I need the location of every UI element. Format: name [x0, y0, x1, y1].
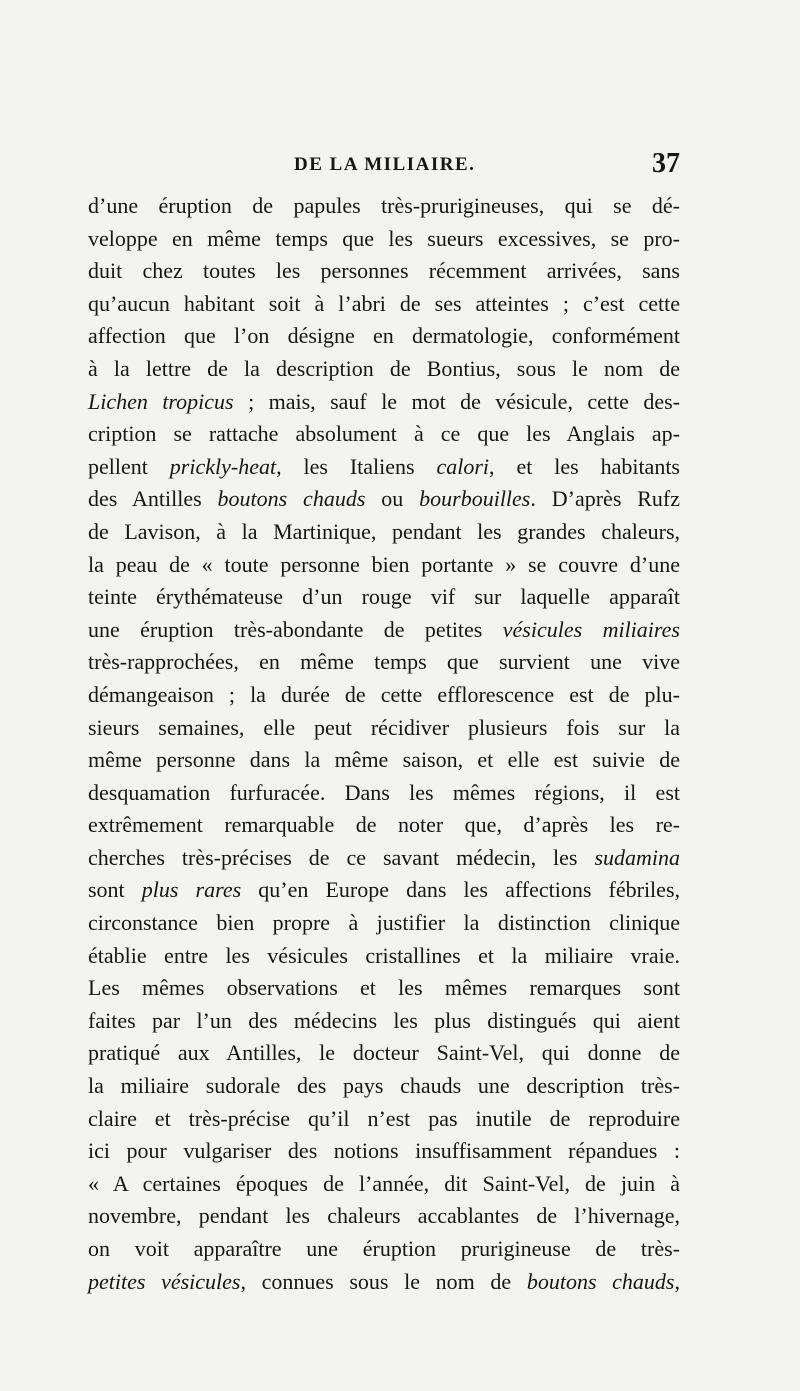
italic-text: plus rares — [141, 877, 242, 903]
text-line — [88, 255, 680, 288]
text-line — [88, 451, 680, 484]
text-segment: , — [674, 1268, 680, 1294]
text-segment: teinte érythémateuse d’un rouge vif sur laquelle apparaît — [88, 584, 680, 610]
text-segment: d’une éruption de papules très-prurigineuses, qui se dé- — [88, 193, 680, 218]
text-segment: faites par l’un des médecins les plus distingués qui aient — [88, 1007, 680, 1033]
body-text — [88, 190, 680, 1298]
page-header — [88, 148, 680, 188]
text-line — [88, 418, 680, 451]
text-segment: on voit apparaître une éruption prurigineuse de très- — [88, 1236, 680, 1261]
text-line — [88, 483, 680, 516]
italic-text: calori — [436, 453, 490, 479]
text-line — [88, 1103, 680, 1136]
text-line — [88, 190, 680, 223]
text-segment: des Antilles — [88, 486, 218, 512]
text-line — [88, 1135, 680, 1168]
text-line — [88, 777, 680, 810]
text-segment: Les mêmes observations et les mêmes remarques sont — [88, 975, 680, 1001]
text-segment: la miliaire sudorale des pays chauds une description très- — [88, 1073, 680, 1099]
text-line — [88, 907, 680, 940]
text-segment: même personne dans la même saison, et elle est suivie de — [88, 747, 680, 773]
text-line — [88, 1037, 680, 1070]
italic-text: boutons chauds — [217, 486, 366, 512]
text-segment: de Lavison, à la Martinique, pendant les grandes chaleurs, — [88, 518, 680, 544]
text-line — [88, 1200, 680, 1233]
text-segment: desquamation furfuracée. Dans les mêmes régions, il est — [88, 779, 680, 805]
text-segment: affection que l’on désigne en dermatologie, conformément — [88, 323, 680, 349]
text-line — [88, 646, 680, 679]
text-segment: cription se rattache absolument à ce que les Anglais ap- — [88, 421, 680, 447]
text-line — [88, 353, 680, 386]
text-segment: extrêmement remarquable de noter que, d’après les re- — [88, 812, 680, 838]
italic-text: bourbouilles — [419, 486, 531, 512]
text-segment: qu’en Europe dans les affections fébriles, — [241, 877, 680, 903]
text-segment: ; mais, sauf le mot de vésicule, cette des- — [233, 388, 680, 414]
text-line — [88, 940, 680, 973]
italic-text: boutons chauds — [526, 1268, 675, 1294]
text-segment: ici pour vulgariser des notions insuffisamment répandues : — [88, 1138, 680, 1164]
text-segment: la peau de « toute personne bien portante » se couvre d’une — [88, 551, 680, 577]
text-line — [88, 842, 680, 875]
text-segment: ou — [365, 486, 420, 512]
text-line — [88, 1266, 680, 1299]
page-number: 37 — [652, 148, 680, 179]
italic-text: Lichen tropicus — [88, 388, 234, 414]
text-segment: sieurs semaines, elle peut récidiver plusieurs fois sur la — [88, 714, 680, 740]
text-segment: cherches très-précises de ce savant médecin, les — [88, 844, 595, 870]
text-line — [88, 1168, 680, 1201]
italic-text: prickly-heat — [169, 453, 277, 479]
text-line — [88, 223, 680, 256]
text-line — [88, 1005, 680, 1038]
text-line — [88, 1070, 680, 1103]
text-segment: qu’aucun habitant soit à l’abri de ses atteintes ; c’est cette — [88, 290, 680, 316]
text-segment: pellent — [88, 453, 170, 479]
text-segment: , les Italiens — [276, 453, 437, 479]
text-segment: démangeaison ; la durée de cette efflorescence est de plu- — [88, 681, 680, 707]
text-segment: très-rapprochées, en même temps que survient une vive — [88, 649, 680, 675]
running-title: DE LA MILIAIRE. — [294, 154, 476, 175]
text-segment: à la lettre de la description de Bontius, sous le nom de — [88, 355, 680, 381]
text-segment: une éruption très-abondante de petites — [88, 616, 503, 642]
text-line — [88, 386, 680, 419]
text-segment: claire et très-précise qu’il n’est pas inutile de reproduire — [88, 1105, 680, 1131]
text-segment: veloppe en même temps que les sueurs excessives, se pro- — [88, 225, 680, 251]
text-line — [88, 744, 680, 777]
text-line — [88, 288, 680, 321]
text-segment: sont — [88, 877, 142, 903]
text-line — [88, 320, 680, 353]
text-line — [88, 809, 680, 842]
italic-text: sudamina — [594, 844, 680, 870]
text-segment: « A certaines époques de l’année, dit Saint-Vel, de juin à — [88, 1170, 680, 1196]
text-segment: circonstance bien propre à justifier la distinction clinique — [88, 910, 680, 936]
text-line — [88, 516, 680, 549]
text-line — [88, 874, 680, 907]
text-segment: . D’après Rufz — [530, 486, 681, 512]
text-line — [88, 614, 680, 647]
text-segment: , et les habitants — [489, 453, 680, 479]
text-line — [88, 679, 680, 712]
text-line — [88, 581, 680, 614]
text-segment: pratiqué aux Antilles, le docteur Saint-Vel, qui donne de — [88, 1040, 680, 1066]
text-line — [88, 712, 680, 745]
italic-text: vésicules miliaires — [502, 616, 680, 642]
text-segment: duit chez toutes les personnes récemment arrivées, sans — [88, 258, 680, 284]
italic-text: petites vésicules — [88, 1268, 241, 1294]
text-segment: , connues sous le nom de — [240, 1268, 527, 1294]
text-line — [88, 972, 680, 1005]
text-line — [88, 549, 680, 582]
text-line — [88, 1233, 680, 1266]
text-segment: novembre, pendant les chaleurs accablantes de l’hivernage, — [88, 1203, 680, 1229]
text-segment: établie entre les vésicules cristallines et la miliaire vraie. — [88, 942, 680, 968]
